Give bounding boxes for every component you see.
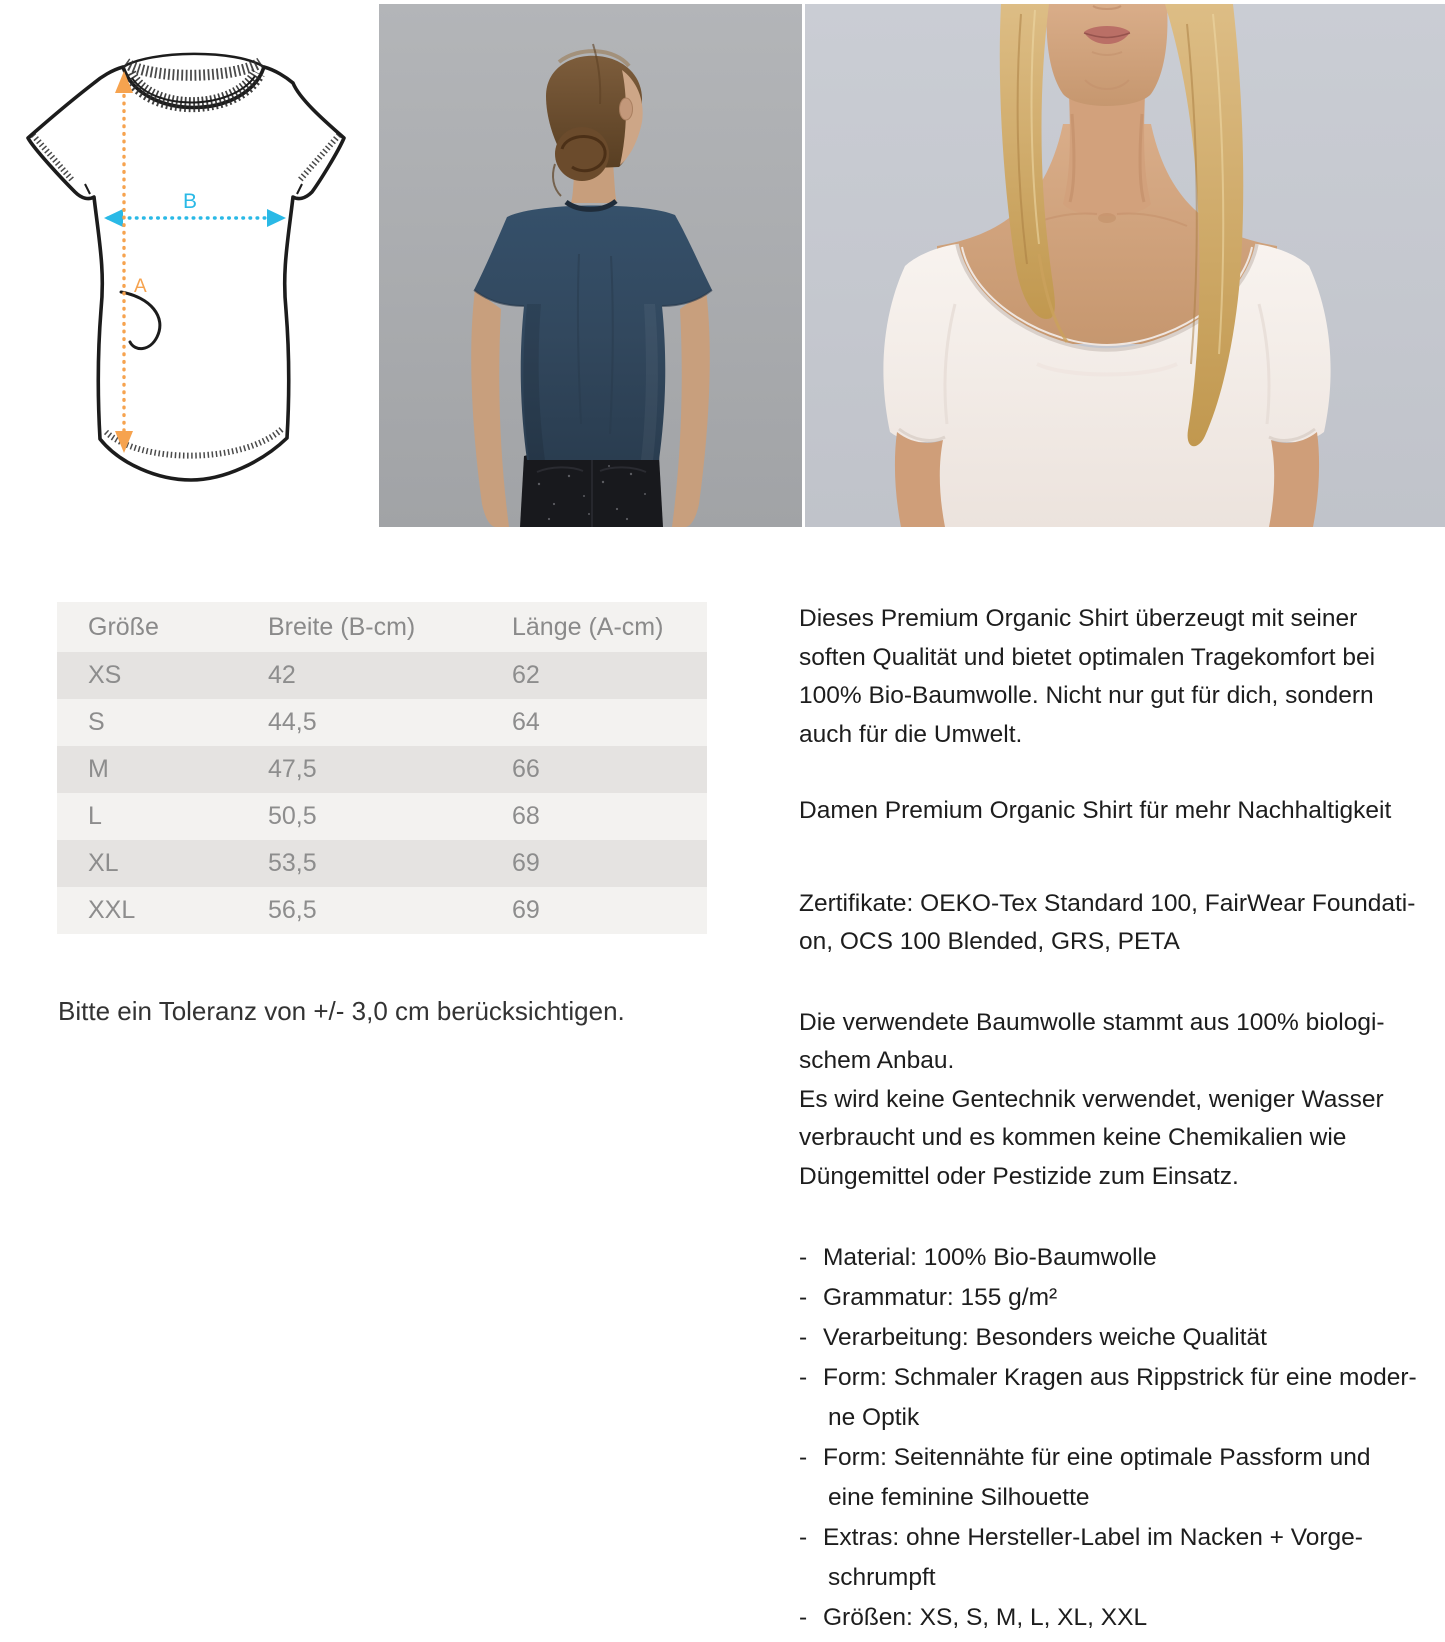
spec-line: Form: Seitennähte für eine optimale Passform und — [823, 1444, 1371, 1471]
width-label: B — [182, 190, 198, 213]
bullet-marker: - — [799, 1284, 808, 1311]
product-photo-back-view — [379, 4, 802, 527]
size-diagram-image — [0, 0, 372, 527]
bullet-marker: - — [799, 1324, 808, 1351]
bullet-marker: - — [799, 1524, 808, 1551]
length-label: A — [134, 276, 147, 297]
table-cell: XL — [88, 849, 119, 877]
description-paragraph — [799, 792, 1439, 831]
table-row — [57, 699, 707, 746]
spec-list-item — [799, 1358, 1439, 1438]
size-table-header-row — [57, 602, 707, 652]
table-cell: 66 — [512, 755, 540, 783]
table-cell: XS — [88, 661, 122, 689]
table-cell: 56,5 — [268, 896, 317, 924]
spec-list — [799, 1238, 1439, 1638]
spec-list-item — [799, 1278, 1439, 1318]
description-paragraph — [799, 1004, 1439, 1197]
description-line: Zertifikate: OEKO-Tex Standard 100, FairWear Foundati- — [799, 889, 1416, 917]
spec-line: eine feminine Silhouette — [828, 1484, 1090, 1511]
table-cell: 69 — [512, 896, 540, 924]
spec-line: Extras: ohne Hersteller-Label im Nacken + Vorge- — [823, 1524, 1363, 1551]
size-table — [57, 602, 707, 934]
table-cell: 42 — [268, 661, 296, 689]
table-cell: M — [88, 755, 109, 783]
description-line: Dieses Premium Organic Shirt überzeugt mit seiner — [799, 605, 1358, 632]
column-header-width: Breite (B-cm) — [268, 612, 416, 641]
description-line: verbraucht und es kommen keine Chemikalien wie — [799, 1124, 1347, 1151]
table-cell: L — [88, 802, 102, 830]
spec-line: Größen: XS, S, M, L, XL, XXL — [823, 1604, 1148, 1631]
bullet-marker: - — [799, 1604, 808, 1631]
table-cell: 68 — [512, 802, 540, 830]
table-row — [57, 652, 707, 699]
table-cell: 50,5 — [268, 802, 317, 830]
table-row — [57, 746, 707, 793]
table-cell: 64 — [512, 708, 540, 736]
table-row — [57, 793, 707, 840]
tolerance-note: Bitte ein Toleranz von +/- 3,0 cm berücksichtigen. — [58, 996, 625, 1026]
table-row — [57, 887, 707, 934]
spec-list-item — [799, 1518, 1439, 1598]
description-paragraph — [799, 885, 1439, 962]
spec-line: Grammatur: 155 g/m² — [823, 1284, 1058, 1311]
table-cell: 44,5 — [268, 708, 317, 736]
table-cell: XXL — [88, 896, 136, 924]
table-cell: 53,5 — [268, 849, 317, 877]
description-paragraph — [799, 600, 1439, 754]
spec-list-item — [799, 1318, 1439, 1358]
model-front-illustration — [805, 4, 1445, 527]
column-header-size: Größe — [88, 612, 159, 641]
description-line: Düngemittel oder Pestizide zum Einsatz. — [799, 1162, 1239, 1190]
table-row — [57, 840, 707, 887]
spec-line: ne Optik — [828, 1404, 920, 1431]
spec-list-item — [799, 1438, 1439, 1518]
spec-line: Verarbeitung: Besonders weiche Qualität — [823, 1324, 1267, 1351]
bullet-marker: - — [799, 1244, 808, 1271]
spec-line: schrumpft — [828, 1564, 936, 1591]
spec-line: Material: 100% Bio-Baumwolle — [823, 1244, 1157, 1271]
description-line: on, OCS 100 Blended, GRS, PETA — [799, 928, 1180, 955]
description-line: 100% Bio-Baumwolle. Nicht nur gut für dich, sondern — [799, 682, 1374, 709]
description-line: soften Qualität und bietet optimalen Tragekomfort bei — [799, 643, 1376, 671]
table-cell: 47,5 — [268, 755, 317, 783]
table-cell: 62 — [512, 661, 540, 689]
spec-list-item — [799, 1598, 1439, 1638]
column-header-length: Länge (A-cm) — [512, 612, 664, 641]
description-line: Die verwendete Baumwolle stammt aus 100% biologi- — [799, 1008, 1385, 1036]
table-cell: S — [88, 708, 105, 736]
bullet-marker: - — [799, 1364, 808, 1391]
description-line: Es wird keine Gentechnik verwendet, weniger Wasser — [799, 1085, 1384, 1113]
table-cell: 69 — [512, 849, 540, 877]
bullet-marker: - — [799, 1444, 808, 1471]
spec-list-item — [799, 1238, 1439, 1278]
description-line: auch für die Umwelt. — [799, 720, 1023, 748]
spec-line: Form: Schmaler Kragen aus Rippstrick für eine moder- — [823, 1364, 1417, 1391]
description-line: Damen Premium Organic Shirt für mehr Nachhaltigkeit — [799, 797, 1392, 824]
product-photo-front-view — [805, 4, 1445, 527]
description-line: schem Anbau. — [799, 1047, 955, 1074]
model-back-illustration — [379, 4, 802, 527]
tshirt-measurement-diagram — [0, 0, 372, 527]
tshirt-outline-drawing — [28, 54, 344, 480]
product-description — [799, 600, 1439, 1638]
